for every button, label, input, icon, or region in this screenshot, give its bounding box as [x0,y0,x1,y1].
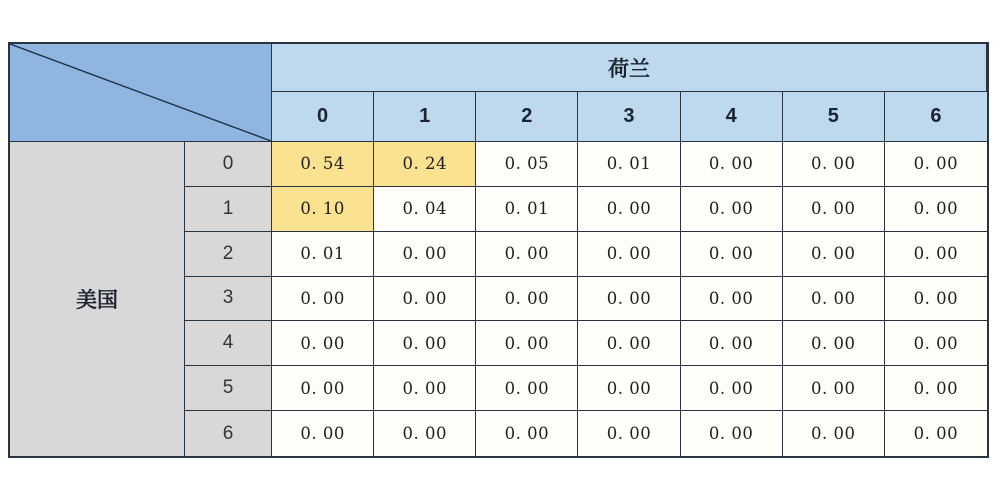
probability-cell-r4-c0: 0. 00 [272,321,374,366]
probability-cell-r5-c6: 0. 00 [885,366,987,411]
row-group-header-usa: 美国 [10,142,185,456]
probability-cell-r4-c1: 0. 00 [374,321,476,366]
corner-diagonal-cell [10,44,272,142]
probability-cell-r4-c3: 0. 00 [578,321,680,366]
probability-cell-r0-c6: 0. 00 [885,142,987,187]
probability-cell-r0-c2: 0. 05 [476,142,578,187]
probability-cell-r0-c5: 0. 00 [783,142,885,187]
column-header-6: 6 [885,92,987,142]
probability-cell-r3-c2: 0. 00 [476,277,578,322]
probability-cell-r1-c3: 0. 00 [578,187,680,232]
probability-cell-r6-c4: 0. 00 [681,411,783,456]
row-header-3: 3 [185,277,272,322]
probability-cell-r5-c1: 0. 00 [374,366,476,411]
probability-cell-r1-c2: 0. 01 [476,187,578,232]
probability-cell-r2-c2: 0. 00 [476,232,578,277]
probability-cell-r5-c5: 0. 00 [783,366,885,411]
probability-cell-r3-c5: 0. 00 [783,277,885,322]
row-header-0: 0 [185,142,272,187]
probability-cell-r2-c6: 0. 00 [885,232,987,277]
probability-cell-r3-c3: 0. 00 [578,277,680,322]
probability-cell-r5-c0: 0. 00 [272,366,374,411]
probability-cell-r5-c4: 0. 00 [681,366,783,411]
probability-cell-r1-c4: 0. 00 [681,187,783,232]
row-header-4: 4 [185,321,272,366]
probability-cell-r0-c1: 0. 24 [374,142,476,187]
score-probability-table [8,42,989,458]
probability-cell-r0-c4: 0. 00 [681,142,783,187]
probability-cell-r6-c2: 0. 00 [476,411,578,456]
probability-cell-r6-c5: 0. 00 [783,411,885,456]
row-header-2: 2 [185,232,272,277]
probability-cell-r3-c6: 0. 00 [885,277,987,322]
probability-cell-r1-c1: 0. 04 [374,187,476,232]
probability-cell-r0-c0: 0. 54 [272,142,374,187]
probability-cell-r3-c1: 0. 00 [374,277,476,322]
column-header-1: 1 [374,92,476,142]
probability-cell-r4-c4: 0. 00 [681,321,783,366]
probability-cell-r5-c3: 0. 00 [578,366,680,411]
probability-cell-r3-c0: 0. 00 [272,277,374,322]
probability-cell-r6-c3: 0. 00 [578,411,680,456]
row-header-5: 5 [185,366,272,411]
column-header-0: 0 [272,92,374,142]
probability-cell-r1-c6: 0. 00 [885,187,987,232]
diagonal-divider-line [10,44,271,141]
column-group-header-netherlands: 荷兰 [272,44,987,92]
row-header-1: 1 [185,187,272,232]
probability-cell-r5-c2: 0. 00 [476,366,578,411]
probability-cell-r2-c0: 0. 01 [272,232,374,277]
probability-cell-r4-c2: 0. 00 [476,321,578,366]
row-header-6: 6 [185,411,272,456]
probability-cell-r0-c3: 0. 01 [578,142,680,187]
probability-cell-r2-c3: 0. 00 [578,232,680,277]
probability-cell-r6-c6: 0. 00 [885,411,987,456]
column-header-3: 3 [578,92,680,142]
probability-cell-r6-c0: 0. 00 [272,411,374,456]
column-header-4: 4 [681,92,783,142]
probability-cell-r1-c5: 0. 00 [783,187,885,232]
probability-cell-r6-c1: 0. 00 [374,411,476,456]
probability-cell-r2-c1: 0. 00 [374,232,476,277]
probability-cell-r2-c4: 0. 00 [681,232,783,277]
probability-cell-r1-c0: 0. 10 [272,187,374,232]
probability-cell-r4-c6: 0. 00 [885,321,987,366]
probability-cell-r2-c5: 0. 00 [783,232,885,277]
probability-cell-r3-c4: 0. 00 [681,277,783,322]
column-header-5: 5 [783,92,885,142]
probability-cell-r4-c5: 0. 00 [783,321,885,366]
column-header-2: 2 [476,92,578,142]
